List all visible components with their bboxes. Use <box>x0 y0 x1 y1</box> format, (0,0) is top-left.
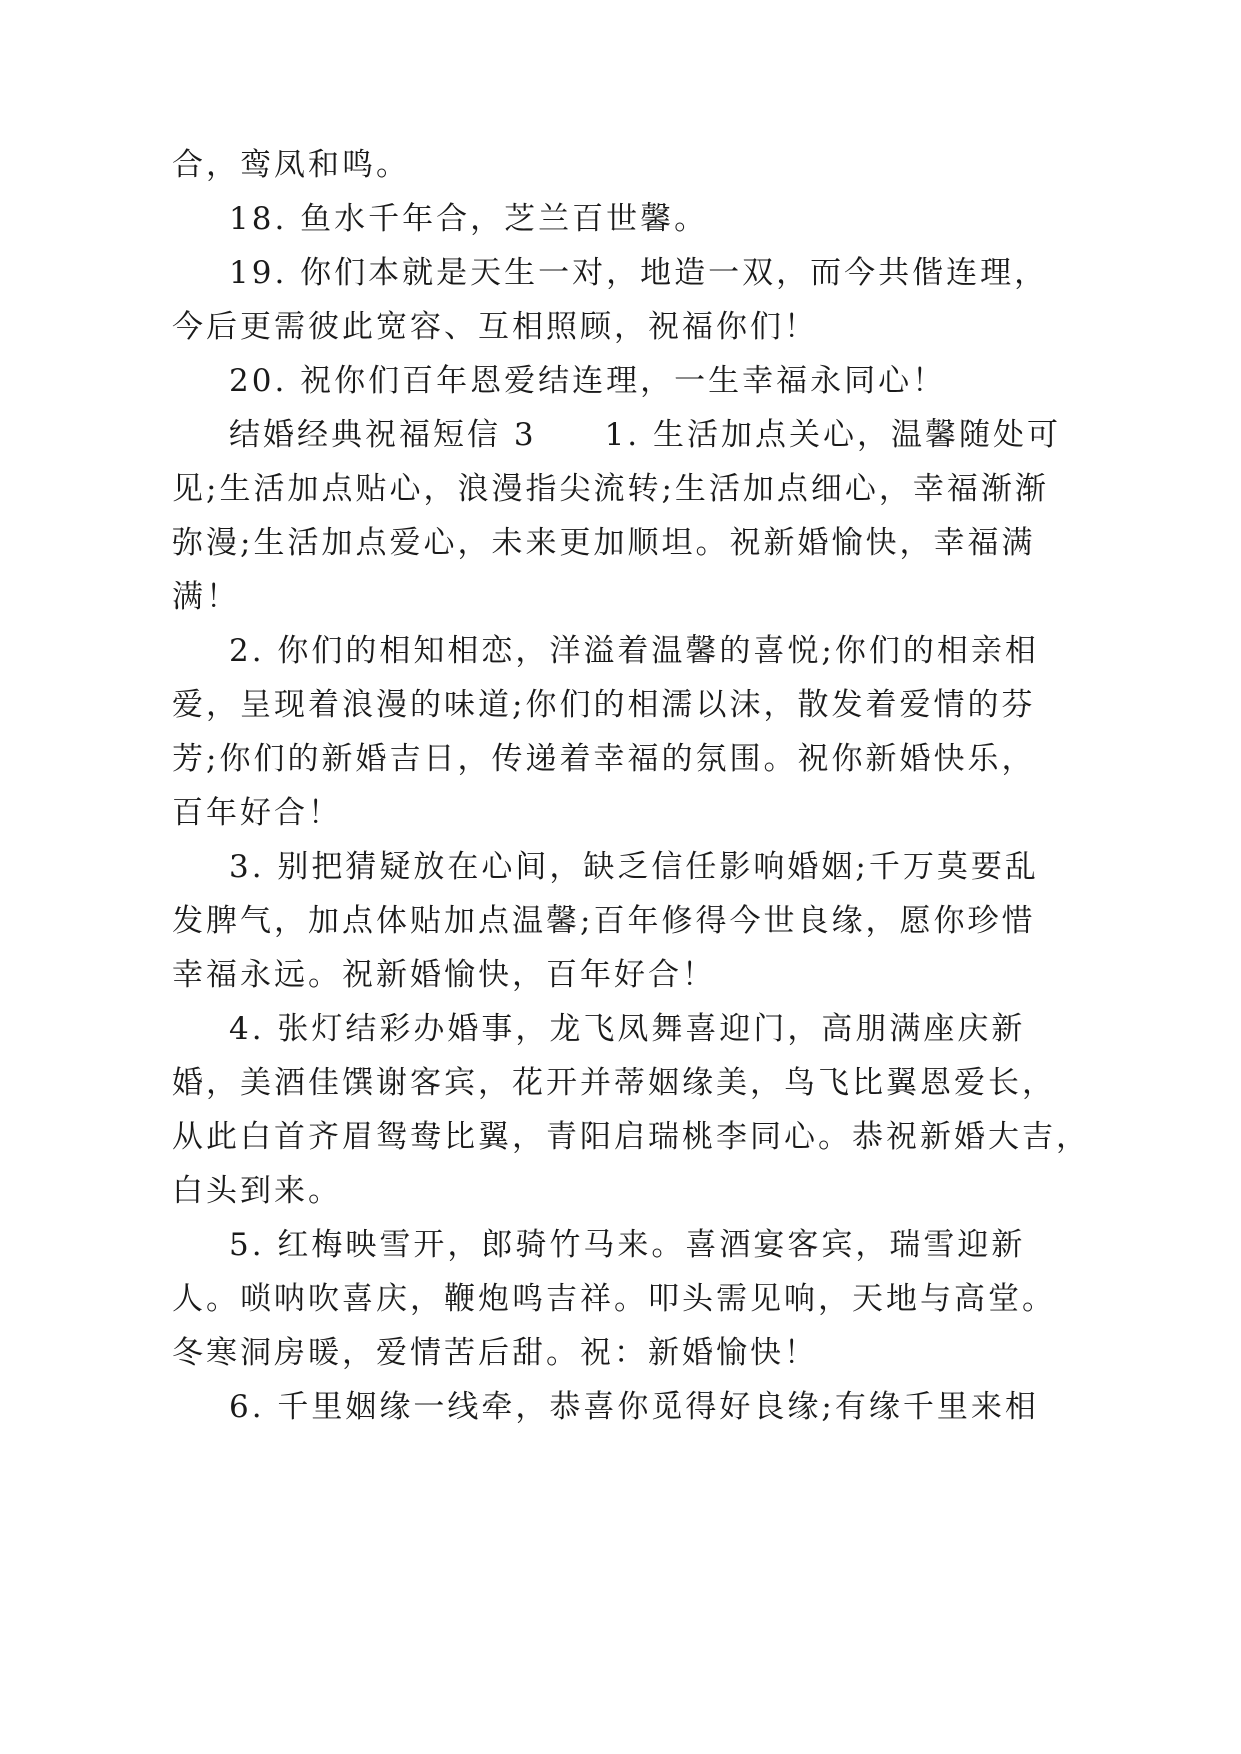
text-line: 3. 别把猜疑放在心间，缺乏信任影响婚姻;千万莫要乱 <box>229 849 1039 885</box>
text-line: 6. 千里姻缘一线牵，恭喜你觅得好良缘;有缘千里来相 <box>229 1389 1039 1425</box>
text-line: 今后更需彼此宽容、互相照顾，祝福你们！ <box>172 309 818 345</box>
text-line: 19. 你们本就是天生一对，地造一双，而今共偕连理， <box>229 255 1049 291</box>
text-line: 合，鸾凤和鸣。 <box>172 147 410 183</box>
text-line: 18. 鱼水千年合，芝兰百世馨。 <box>229 201 709 237</box>
text-line: 冬寒洞房暖，爱情苦后甜。祝：新婚愉快！ <box>172 1335 818 1371</box>
text-line: 20. 祝你们百年恩爱结连理，一生幸福永同心！ <box>229 363 947 399</box>
text-line: 4. 张灯结彩办婚事，龙飞凤舞喜迎门，高朋满座庆新 <box>229 1011 1026 1047</box>
text-line: 满！ <box>172 579 240 615</box>
section-heading-line: 结婚经典祝福短信 3 1. 生活加点关心，温馨随处可 <box>229 417 1062 453</box>
text-line: 婚，美酒佳馔谢客宾，花开并蒂姻缘美，鸟飞比翼恩爱长， <box>172 1065 1056 1101</box>
text-line: 发脾气，加点体贴加点温馨;百年修得今世良缘，愿你珍惜 <box>172 903 1036 939</box>
text-line: 芳;你们的新婚吉日，传递着幸福的氛围。祝你新婚快乐， <box>172 741 1036 777</box>
text-line: 爱，呈现着浪漫的味道;你们的相濡以沫，散发着爱情的芬 <box>172 687 1036 723</box>
text-line: 白头到来。 <box>172 1173 342 1209</box>
text-line: 2. 你们的相知相恋，洋溢着温馨的喜悦;你们的相亲相 <box>229 633 1039 669</box>
text-line: 人。唢呐吹喜庆，鞭炮鸣吉祥。叩头需见响，天地与高堂。 <box>172 1281 1056 1317</box>
text-line: 百年好合！ <box>172 795 342 831</box>
text-line: 幸福永远。祝新婚愉快，百年好合！ <box>172 957 716 993</box>
text-line: 从此白首齐眉鸳鸯比翼，青阳启瑞桃李同心。恭祝新婚大吉， <box>172 1119 1090 1155</box>
text-line: 见;生活加点贴心，浪漫指尖流转;生活加点细心，幸福渐渐 <box>172 471 1049 507</box>
text-line: 5. 红梅映雪开，郎骑竹马来。喜酒宴客宾，瑞雪迎新 <box>229 1227 1026 1263</box>
text-line: 弥漫;生活加点爱心，未来更加顺坦。祝新婚愉快，幸福满 <box>172 525 1036 561</box>
